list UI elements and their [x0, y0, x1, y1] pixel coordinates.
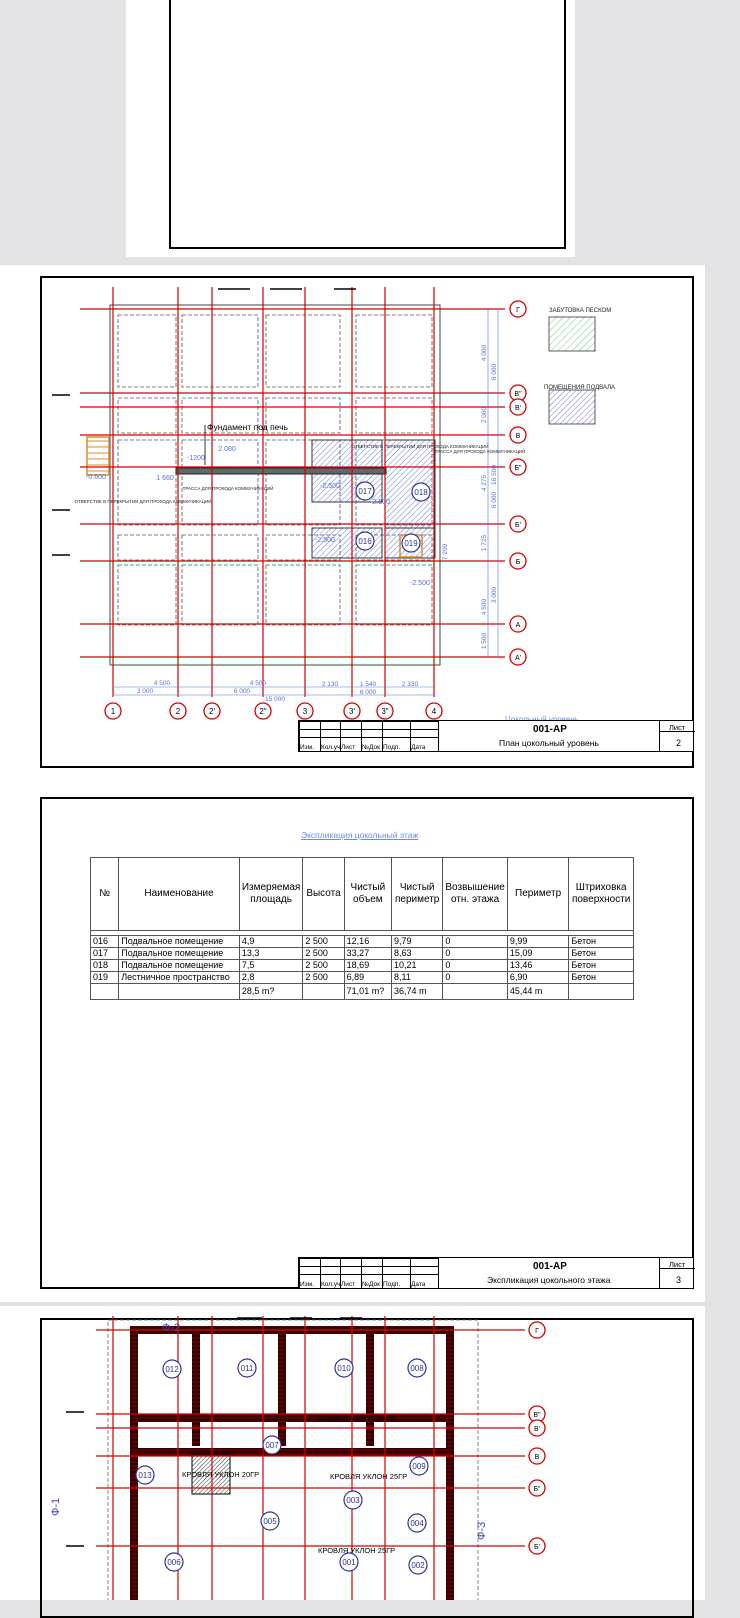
col-header-volume: Чистый объем: [344, 858, 391, 931]
level-mark: -2.500: [410, 580, 430, 587]
room-number: 004: [410, 1519, 424, 1528]
table-row: [91, 960, 634, 972]
title-block-3: [298, 1257, 694, 1289]
room-number: 010: [337, 1364, 351, 1373]
title-block-3-title: Экспликация цокольного этажа: [487, 1275, 611, 1285]
room-number: 009: [412, 1462, 426, 1471]
table-cell: Подвальное помещение: [119, 948, 240, 960]
axis-label: В: [515, 433, 521, 440]
axis-label: 3': [349, 707, 355, 716]
foundation-cell: [118, 440, 176, 525]
dim-text: 16 500: [491, 465, 498, 485]
room-number: 017: [358, 487, 372, 496]
room-number: 005: [263, 1517, 277, 1526]
table-cell: 0: [443, 936, 507, 948]
table-row: [91, 972, 634, 984]
small-note: ТРАССА ДЛЯ ПРОХОДА КОММУНИКАЦИЙ: [182, 486, 274, 491]
axis-label: 3: [302, 707, 308, 716]
axis-label: В': [514, 405, 522, 412]
table-cell: 10,21: [392, 960, 443, 972]
foundation-cell: [118, 535, 176, 560]
table-cell: 2 500: [303, 960, 344, 972]
dim-text: 3 000: [491, 586, 498, 604]
title-block-2: [298, 720, 694, 752]
axis-label: 2': [209, 707, 215, 716]
table-cell: 2 500: [303, 936, 344, 948]
col-header-num: №: [91, 858, 119, 931]
table-cell: 2 500: [303, 948, 344, 960]
dim-text: 3 000: [136, 688, 154, 695]
col-header-elevation: Возвышение отн. этажа: [443, 858, 507, 931]
level-mark: 2 080: [218, 446, 236, 453]
table-cell: 0: [443, 972, 507, 984]
legend-sand-label: ЗАБУТОВКА ПЕСКОМ: [549, 308, 612, 314]
room-number: 018: [414, 488, 428, 497]
title-block-2-title: План цокольный уровень: [499, 738, 599, 748]
wall: [130, 1326, 138, 1600]
explication-link[interactable]: Экспликация цокольный этаж: [301, 830, 419, 840]
table-header-row: [91, 858, 634, 931]
dim-text: 6 000: [491, 363, 498, 381]
table-total-cell: [443, 984, 507, 1000]
roof-label-2: КРОВЛЯ УКЛОН 20ГР: [182, 1470, 260, 1479]
dim-text: 2 000: [481, 406, 488, 424]
foundation-cell: [356, 315, 432, 387]
floor-plan-drawing: [0, 1306, 705, 1600]
table-cell: 12,16: [344, 936, 391, 948]
col-header-area: Измеряемая площадь: [239, 858, 303, 931]
table-cell: Бетон: [569, 936, 634, 948]
room-number: 012: [165, 1365, 179, 1374]
tb-cell-label: Подп.: [383, 744, 401, 751]
table-cell: 016: [91, 936, 119, 948]
wall: [130, 1414, 454, 1422]
legend-basement-swatch: [549, 390, 595, 424]
axis-label: Г: [535, 1328, 539, 1335]
title-block-3-sheet-num: 3: [676, 1275, 682, 1285]
section-f2-label: Ф-2: [162, 1322, 181, 1334]
tb-grid-line: [438, 721, 439, 751]
dim-text: 4 500: [249, 680, 267, 687]
small-note: ОТВЕРСТИЕ В ПЕРЕКРЫТИИ ДЛЯ ПРОХОДА КОММУНИКАЦИЙ: [351, 444, 489, 449]
tb-cell-label: Изм.: [300, 1281, 314, 1288]
level-mark: -1200: [187, 455, 205, 462]
tb-cell-label: Подп.: [383, 1281, 401, 1288]
table-cell: 13,3: [239, 948, 303, 960]
dim-text: 4 275: [481, 474, 488, 492]
table-cell: 019: [91, 972, 119, 984]
dim-text: 1 725: [481, 534, 488, 552]
foundation-cell: [266, 315, 340, 387]
axis-label: 3": [381, 707, 389, 716]
foundation-cell: [182, 535, 258, 560]
title-block-3-code: 001-АР: [533, 1261, 567, 1272]
room-number: 007: [265, 1441, 279, 1450]
axis-label: В': [533, 1426, 541, 1433]
axis-label: В: [534, 1454, 540, 1461]
axis-label: А': [514, 655, 522, 662]
table-cell: 4,9: [239, 936, 303, 948]
dim-text: 6 000: [233, 688, 251, 695]
axis-label: Б": [533, 1486, 541, 1493]
small-note: ТРАССА ДЛЯ ПРОХОДА КОММУНИКАЦИЙ: [434, 449, 526, 454]
title-block-2-sheet-num: 2: [676, 738, 682, 748]
roof-label-4: КРОВЛЯ УКЛОН 25ГР: [318, 1546, 396, 1555]
table-cell: Подвальное помещение: [119, 936, 240, 948]
axis-label: Б": [514, 465, 522, 472]
legend-sand-swatch: [549, 317, 595, 351]
level-mark: 1 660: [156, 475, 174, 482]
sheet-page-1: [126, 0, 575, 257]
small-note: ОТВЕРСТИЕ В ПЕРЕКРЫТИИ ДЛЯ ПРОХОДА КОММУНИКАЦИЙ: [74, 499, 212, 504]
dim-text: 6 000: [491, 491, 498, 509]
col-header-name: Наименование: [119, 858, 240, 931]
tb-cell-label: Кол.уч: [321, 744, 341, 751]
col-header-hatch: Штриховка поверхности: [569, 858, 634, 931]
room-number: 013: [138, 1471, 152, 1480]
table-total-cell: [91, 984, 119, 1000]
dim-text: 15 000: [265, 696, 285, 703]
axis-label: В": [514, 391, 522, 398]
dim-text: 1 540: [359, 681, 377, 688]
title-block-3-sheet-label: Лист: [669, 1260, 686, 1269]
tb-cell-label: №Док: [362, 744, 380, 751]
table-row: [91, 948, 634, 960]
dim-text: 4 000: [481, 344, 488, 362]
table-cell: 8,63: [392, 948, 443, 960]
section-f1-label: Ф-1: [50, 1497, 62, 1516]
table-total-cell: 45,44 m: [507, 984, 569, 1000]
table-cell: 2,8: [239, 972, 303, 984]
legend-basement-label: ПОМЕЩЕНИЯ ПОДВАЛА: [544, 385, 616, 391]
room-number: 011: [240, 1364, 254, 1373]
level-mark: -2.500: [320, 483, 340, 490]
axis-label: Б': [534, 1544, 540, 1551]
tb-grid-line: [659, 1258, 660, 1288]
level-mark: -0.600: [86, 474, 106, 481]
col-header-perimeter: Периметр: [507, 858, 569, 931]
table-total-cell: 28,5 m?: [239, 984, 303, 1000]
dim-text: 1 500: [481, 632, 488, 650]
foundation-cell: [182, 315, 258, 387]
table-cell: Бетон: [569, 960, 634, 972]
roof-label-1: КРОВЛЯ УКЛОН 25ГР: [318, 1415, 396, 1424]
table-total-cell: 36,74 m: [392, 984, 443, 1000]
level-mark: -2.500: [370, 499, 390, 506]
dim-text: 4 500: [153, 680, 171, 687]
table-cell: 0: [443, 960, 507, 972]
explication-table: [90, 857, 634, 1000]
title-block-2-sheet-label: Лист: [669, 723, 686, 732]
wall: [446, 1326, 454, 1600]
foundation-cell: [118, 315, 176, 387]
sheet-page-4: [0, 1306, 705, 1600]
table-cell: 13,46: [507, 960, 569, 972]
room-number: 016: [358, 537, 372, 546]
table-cell: 7,5: [239, 960, 303, 972]
axis-label: 1: [110, 707, 116, 716]
table-cell: Лестничное пространство: [119, 972, 240, 984]
table-total-cell: [569, 984, 634, 1000]
table-cell: 0: [443, 948, 507, 960]
foundation-cell: [118, 398, 176, 433]
col-header-net-perimeter: Чистый периметр: [392, 858, 443, 931]
table-total-cell: 71,01 m?: [344, 984, 391, 1000]
table-totals-row: [91, 984, 634, 1000]
tb-grid-line: [438, 1258, 439, 1288]
foundation-note: Фундамент под печь: [207, 422, 288, 432]
col-header-height: Высота: [303, 858, 344, 931]
table-cell: Бетон: [569, 972, 634, 984]
roof-label-3: КРОВЛЯ УКЛОН 25ГР: [330, 1472, 408, 1481]
axis-label: Б': [515, 522, 521, 529]
table-cell: 6,90: [507, 972, 569, 984]
level-mark: -2.500: [315, 537, 335, 544]
room-number: 003: [346, 1496, 360, 1505]
room-number: 002: [411, 1561, 425, 1570]
foundation-cell: [118, 565, 176, 625]
room-number: 006: [167, 1558, 181, 1567]
table-cell: 18,69: [344, 960, 391, 972]
furnace-foundation: [176, 468, 386, 474]
table-cell: 6,89: [344, 972, 391, 984]
room-number: 001: [342, 1558, 356, 1567]
dim-text: 6 000: [359, 689, 377, 696]
foundation-cell: [356, 398, 432, 433]
table-cell: 017: [91, 948, 119, 960]
foundation-cell: [356, 565, 432, 625]
tb-cell-label: Дата: [411, 744, 426, 751]
basement-room-hatch: [385, 440, 435, 528]
tb-cell-label: Изм.: [300, 744, 314, 751]
table-total-cell: [119, 984, 240, 1000]
table-cell: 2 500: [303, 972, 344, 984]
axis-label: Б: [515, 559, 521, 566]
axis-label: В": [533, 1412, 541, 1419]
table-cell: Бетон: [569, 948, 634, 960]
room-number: 019: [404, 539, 418, 548]
table-cell: 9,79: [392, 936, 443, 948]
basement-plan-drawing: [0, 265, 705, 785]
tb-grid-line: [659, 721, 660, 751]
dim-text: 4 500: [481, 598, 488, 616]
table-cell: 33,27: [344, 948, 391, 960]
room-number: 008: [410, 1364, 424, 1373]
foundation-cell: [266, 565, 340, 625]
sheet-page-2: [0, 265, 705, 785]
dim-text: 7 200: [442, 543, 449, 561]
table-cell: Подвальное помещение: [119, 960, 240, 972]
table-row: [91, 936, 634, 948]
section-f3-label: Ф-3: [476, 1521, 488, 1540]
title-block-2-code: 001-АР: [533, 724, 567, 735]
tb-cell-label: №Док: [362, 1281, 380, 1288]
axis-label: 2": [259, 707, 267, 716]
axis-label: Г: [516, 307, 520, 314]
foundation-cell: [182, 565, 258, 625]
tb-cell-label: Дата: [411, 1281, 426, 1288]
table-cell: 8,11: [392, 972, 443, 984]
tb-cell-label: Кол.уч: [321, 1281, 341, 1288]
axis-label: А: [515, 622, 521, 629]
wall: [320, 1448, 446, 1456]
table-cell: 15,09: [507, 948, 569, 960]
tb-cell-label: Лист: [341, 1281, 356, 1288]
axis-label: 2: [175, 707, 181, 716]
table-cell: 018: [91, 960, 119, 972]
table-total-cell: [303, 984, 344, 1000]
sheet-1-frame: [169, 0, 566, 249]
stair-outline: [87, 437, 109, 475]
axis-label: 4: [431, 707, 437, 716]
sheet-page-3: [0, 785, 705, 1302]
tb-cell-label: Лист: [341, 744, 356, 751]
dim-text: 2 330: [401, 681, 419, 688]
table-cell: 9,99: [507, 936, 569, 948]
dim-text: 2 130: [321, 681, 339, 688]
